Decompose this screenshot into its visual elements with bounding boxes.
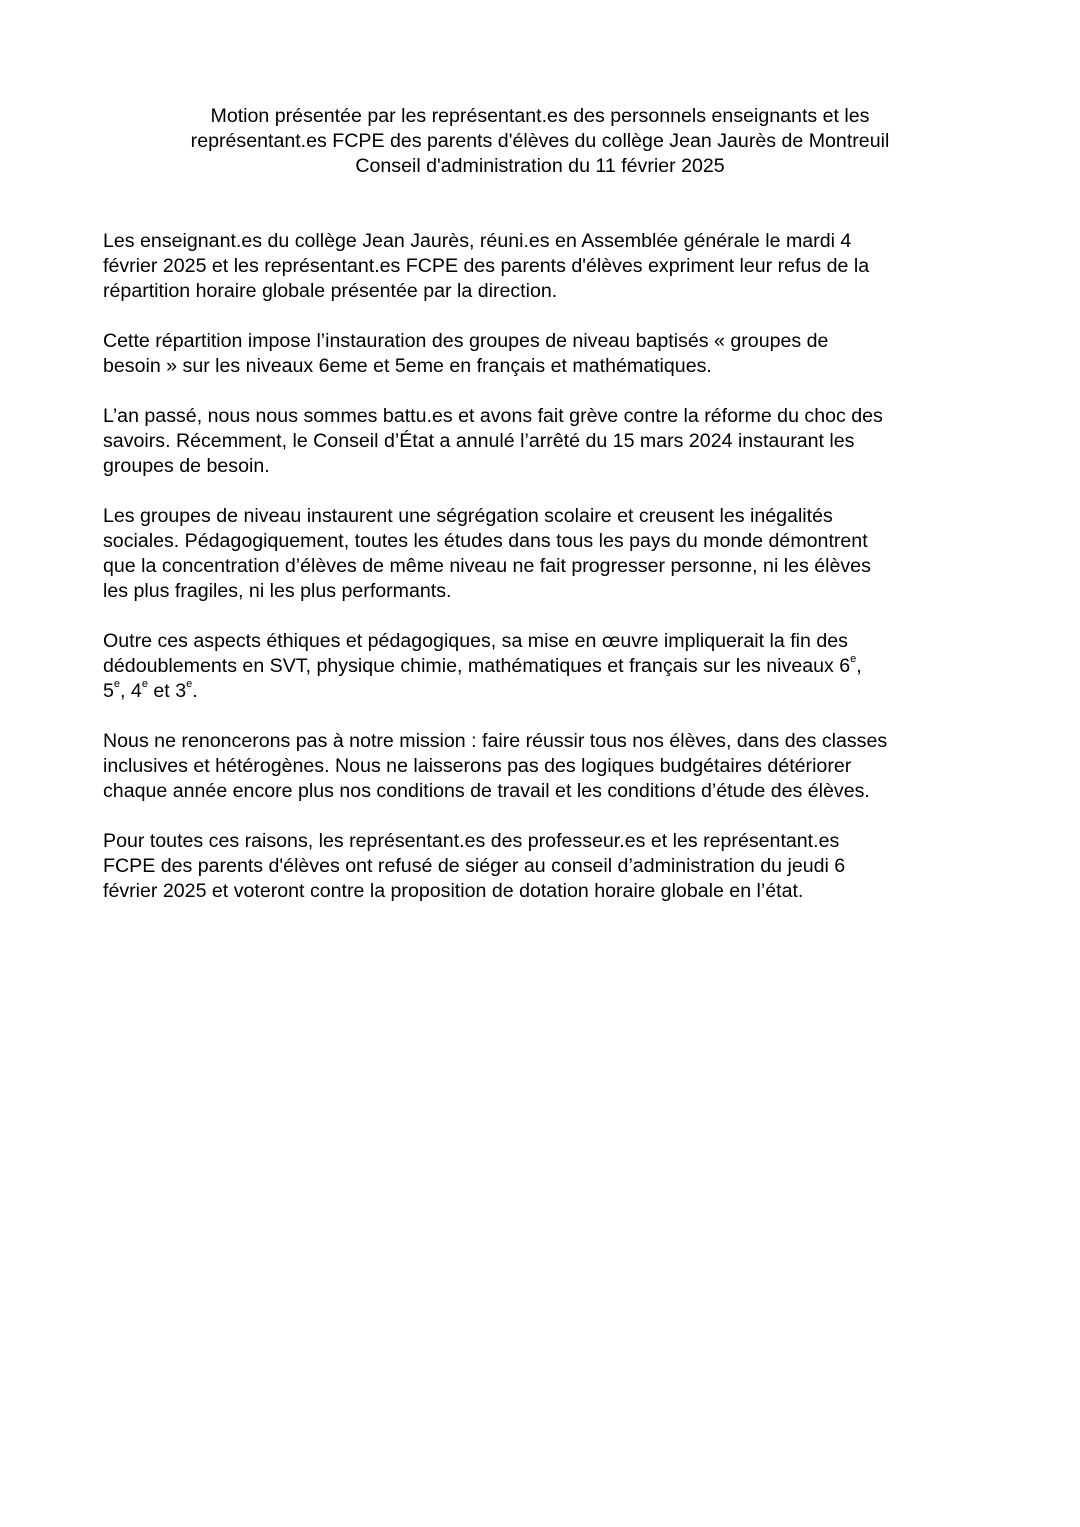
paragraph-line: que la concentration d’élèves de même niveau ne fait progresser personne, ni les élèves xyxy=(103,555,871,577)
superscript: e xyxy=(113,678,121,691)
paragraph-line xyxy=(103,679,1003,704)
paragraph-line: FCPE des parents d'élèves ont refusé de siéger au conseil d’administration du jeudi 6 xyxy=(103,855,846,877)
line-text: dédoublements en SVT, physique chimie, mathématiques et français sur les niveaux 6 xyxy=(103,655,851,677)
paragraph-line: Cette répartition impose l’instauration des groupes de niveau baptisés « groupes de xyxy=(103,330,829,352)
superscript: e xyxy=(186,678,193,691)
paragraph-line: Les enseignant.es du collège Jean Jaurès, réuni.es en Assemblée générale le mardi 4 xyxy=(103,230,852,252)
paragraph-line: février 2025 et les représentant.es FCPE des parents d'élèves expriment leur refus de la xyxy=(103,255,870,277)
paragraph-line: Outre ces aspects éthiques et pédagogiques, sa mise en œuvre impliquerait la fin des xyxy=(103,630,848,652)
separator: , xyxy=(856,655,862,677)
motion-header xyxy=(60,104,1020,179)
header-line: Motion présentée par les représentant.es des personnels enseignants et les xyxy=(210,105,870,127)
separator: . xyxy=(192,680,198,702)
motion-body xyxy=(103,229,1003,929)
paragraph-line: répartition horaire globale présentée par la direction. xyxy=(103,280,558,302)
paragraph xyxy=(103,729,1003,804)
paragraph-line: Les groupes de niveau instaurent une ségrégation scolaire et creusent les inégalités xyxy=(103,505,833,527)
paragraph-line: sociales. Pédagogiquement, toutes les études dans tous les pays du monde démontrent xyxy=(103,530,868,552)
paragraph-line: inclusives et hétérogènes. Nous ne laisserons pas des logiques budgétaires détériorer xyxy=(103,755,852,777)
superscript: e xyxy=(850,653,857,666)
paragraph-line: les plus fragiles, ni les plus performants. xyxy=(103,580,452,602)
paragraph-line: besoin » sur les niveaux 6eme et 5eme en français et mathématiques. xyxy=(103,355,712,377)
paragraph xyxy=(103,404,1003,479)
paragraph xyxy=(103,229,1003,304)
paragraph-line: savoirs. Récemment, le Conseil d’État a annulé l’arrêté du 15 mars 2024 instaurant les xyxy=(103,430,855,452)
separator: et xyxy=(147,680,176,702)
separator: , xyxy=(120,680,131,702)
paragraph-line: Nous ne renoncerons pas à notre mission : faire réussir tous nos élèves, dans des classes xyxy=(103,730,888,752)
level-number: 5 xyxy=(103,680,114,702)
paragraph-line: chaque année encore plus nos conditions de travail et les conditions d’étude des élèves. xyxy=(103,780,870,802)
header-line: Conseil d'administration du 11 février 2025 xyxy=(355,155,725,177)
paragraph-line: Pour toutes ces raisons, les représentant.es des professeur.es et les représentant.es xyxy=(103,830,840,852)
paragraph xyxy=(103,629,1003,704)
level-number: 4 xyxy=(130,680,142,702)
paragraph xyxy=(103,329,1003,379)
paragraph-line: groupes de besoin. xyxy=(103,455,270,477)
paragraph-line xyxy=(103,654,1003,679)
paragraph-line: L’an passé, nous nous sommes battu.es et avons fait grève contre la réforme du choc des xyxy=(103,405,883,427)
level-number: 3 xyxy=(175,680,187,702)
paragraph xyxy=(103,829,1003,904)
paragraph xyxy=(103,504,1003,604)
paragraph-line: février 2025 et voteront contre la proposition de dotation horaire globale en l’état. xyxy=(103,880,804,902)
header-line: représentant.es FCPE des parents d'élèves du collège Jean Jaurès de Montreuil xyxy=(190,130,890,152)
superscript: e xyxy=(141,678,148,691)
